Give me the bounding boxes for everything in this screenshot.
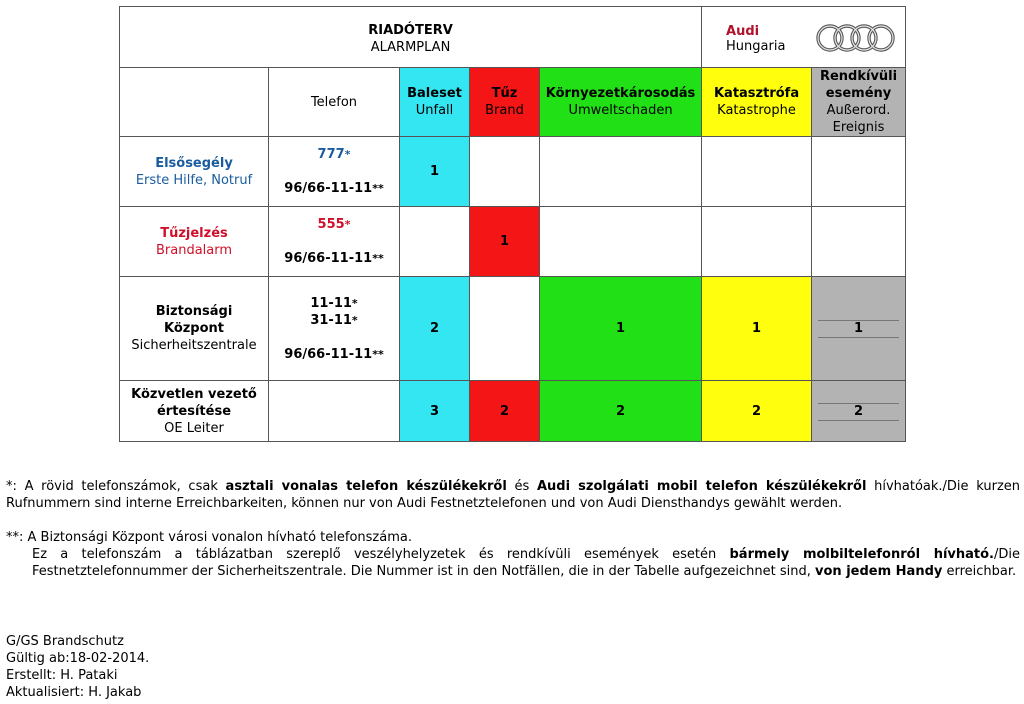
footnote-2-text-b: /Die Festnetztelefonnummer der Sicherheitszentrale. Die Nummer ist in den Notfällen, die in der Tabelle aufgezeichnet sind, bbox=[32, 547, 1020, 579]
manager-disaster bbox=[702, 381, 812, 442]
security-hu-1: Biztonsági bbox=[155, 304, 233, 319]
firealarm-fire-value: 1 bbox=[499, 234, 510, 249]
col-extra-de-1: Außerord. bbox=[826, 103, 891, 118]
col-extra-hu-1: Rendkívüli bbox=[819, 69, 898, 84]
manager-extraordinary bbox=[812, 381, 906, 442]
security-phone-a-mark: * bbox=[351, 296, 358, 310]
security-environment bbox=[540, 277, 702, 381]
firstaid-phone-long: 96/66-11-11 bbox=[284, 181, 373, 196]
manager-accident bbox=[400, 381, 470, 442]
manager-fire bbox=[470, 381, 540, 442]
audi-logo bbox=[702, 7, 906, 68]
security-accident-value: 2 bbox=[429, 321, 440, 336]
col-environment bbox=[540, 68, 702, 137]
security-extraordinary bbox=[812, 277, 906, 381]
col-fire-hu: Tűz bbox=[491, 86, 518, 101]
firstaid-disaster bbox=[702, 137, 812, 207]
security-phone-b: 31-11 bbox=[310, 312, 352, 328]
firstaid-accident bbox=[400, 137, 470, 207]
alarm-plan-table bbox=[119, 6, 906, 442]
footnote-1-bold-b: Audi szolgálati mobil telefon készülékekről bbox=[536, 479, 867, 494]
manager-disaster-value: 2 bbox=[752, 403, 762, 419]
firstaid-phone-short-mark: * bbox=[344, 148, 351, 161]
meta-created-by: Erstellt: H. Pataki bbox=[6, 668, 118, 683]
firstaid-phone-short: 777 bbox=[317, 147, 345, 162]
footnote-1 bbox=[6, 478, 1020, 512]
col-env-hu: Környezetkárosodás bbox=[545, 86, 696, 101]
security-phone-long-mark: ** bbox=[372, 347, 384, 361]
firealarm-disaster bbox=[702, 207, 812, 277]
footnote-1-mark: *: bbox=[6, 479, 17, 494]
firstaid-extraordinary bbox=[812, 137, 906, 207]
firealarm-fire bbox=[470, 207, 540, 277]
col-extraordinary bbox=[812, 68, 906, 137]
row-security-phone bbox=[269, 277, 400, 381]
audi-rings-icon bbox=[815, 22, 899, 54]
title-de: ALARMPLAN bbox=[370, 40, 451, 55]
col-disaster bbox=[702, 68, 812, 137]
firstaid-hu: Elsősegély bbox=[155, 155, 233, 171]
col-env-de: Umweltschaden bbox=[568, 103, 673, 118]
firealarm-phone-long: 96/66-11-11 bbox=[284, 251, 373, 266]
footnote-2-body bbox=[6, 546, 1020, 580]
plan-title bbox=[120, 7, 702, 68]
security-fire bbox=[470, 277, 540, 381]
firstaid-fire bbox=[470, 137, 540, 207]
firealarm-phone-long-mark: ** bbox=[372, 252, 384, 265]
col-fire bbox=[470, 68, 540, 137]
col-extra-hu-2: esemény bbox=[825, 86, 892, 101]
row-firealarm-label bbox=[120, 207, 269, 277]
firealarm-extraordinary bbox=[812, 207, 906, 277]
corner-cell bbox=[120, 68, 269, 137]
footnote-2-text-c: erreichbar. bbox=[942, 564, 1017, 579]
footnotes bbox=[6, 478, 1020, 580]
row-firealarm-phone bbox=[269, 207, 400, 277]
logo-brand: Audi bbox=[726, 24, 760, 39]
row-firstaid-phone bbox=[269, 137, 400, 207]
manager-environment bbox=[540, 381, 702, 442]
col-phone bbox=[269, 68, 400, 137]
col-phone-label: Telefon bbox=[310, 94, 358, 110]
col-fire-de: Brand bbox=[485, 103, 524, 118]
security-disaster bbox=[702, 277, 812, 381]
security-de: Sicherheitszentrale bbox=[131, 338, 257, 353]
col-accident bbox=[400, 68, 470, 137]
logo-sub: Hungaria bbox=[726, 39, 786, 54]
security-disaster-value: 1 bbox=[752, 321, 762, 336]
footnote-2-text: Ez a telefonszám a táblázatban szereplő veszélyhelyzetek és rendkívüli események esetén bbox=[32, 547, 730, 562]
security-extra-value: 1 bbox=[854, 321, 864, 336]
row-manager-phone bbox=[269, 381, 400, 442]
footnote-2-line1: A Biztonsági Központ városi vonalon hívható telefonszáma. bbox=[23, 530, 412, 545]
firealarm-hu: Tűzjelzés bbox=[160, 225, 228, 241]
firealarm-environment bbox=[540, 207, 702, 277]
title-hu: RIADÓTERV bbox=[368, 23, 453, 38]
footnote-1-text-c: hívhatóak./Die kurzen Rufnummern sind interne Erreichbarkeiten, können nur von Audi Festnetztelefonen und von Audi Diensthandys gewählt werden. bbox=[6, 479, 1021, 511]
firstaid-environment bbox=[540, 137, 702, 207]
security-env-value: 1 bbox=[615, 321, 626, 336]
manager-hu-2: értesítése bbox=[156, 403, 232, 419]
footnote-1-text: A rövid telefonszámok, csak bbox=[16, 479, 226, 494]
col-disaster-hu: Katasztrófa bbox=[713, 86, 800, 101]
footnote-2-bold-a: bármely molbiltelefonról hívható. bbox=[729, 547, 994, 562]
security-hu-2: Központ bbox=[163, 321, 225, 336]
firealarm-accident bbox=[400, 207, 470, 277]
row-security-label bbox=[120, 277, 269, 381]
security-accident bbox=[400, 277, 470, 381]
manager-fire-value: 2 bbox=[499, 403, 510, 419]
col-accident-de: Unfall bbox=[415, 103, 454, 118]
col-extra-de-2: Ereignis bbox=[832, 120, 885, 135]
manager-accident-value: 3 bbox=[429, 403, 440, 419]
firealarm-phone-short: 555 bbox=[317, 217, 345, 232]
footnote-2-bold-b: von jedem Handy bbox=[815, 564, 943, 579]
meta-department: G/GS Brandschutz bbox=[6, 634, 124, 649]
manager-de: OE Leiter bbox=[164, 420, 224, 436]
manager-env-value: 2 bbox=[615, 403, 626, 419]
row-firstaid-label bbox=[120, 137, 269, 207]
col-disaster-de: Katastrophe bbox=[717, 103, 796, 118]
meta-valid-from: Gültig ab:18-02-2014. bbox=[6, 651, 150, 666]
firealarm-phone-short-mark: * bbox=[344, 218, 351, 231]
document-meta bbox=[6, 633, 149, 701]
footnote-2-mark: **: bbox=[6, 530, 24, 545]
manager-hu-1: Közvetlen vezető bbox=[131, 386, 257, 402]
footnote-1-bold-a: asztali vonalas telefon készülékekről bbox=[225, 479, 507, 494]
firealarm-de: Brandalarm bbox=[155, 242, 233, 258]
firstaid-de: Erste Hilfe, Notruf bbox=[135, 172, 253, 188]
footnote-2-head bbox=[6, 529, 1020, 546]
meta-updated-by: Aktualisiert: H. Jakab bbox=[6, 685, 142, 700]
security-phone-long: 96/66-11-11 bbox=[284, 346, 373, 362]
firstaid-phone-long-mark: ** bbox=[372, 182, 384, 195]
col-accident-hu: Baleset bbox=[407, 86, 462, 101]
row-manager-label bbox=[120, 381, 269, 442]
security-phone-a: 11-11 bbox=[310, 295, 352, 311]
security-phone-b-mark: * bbox=[351, 313, 358, 327]
firstaid-accident-value: 1 bbox=[429, 164, 440, 179]
footnote-1-text-b: és bbox=[506, 479, 537, 494]
manager-extra-value: 2 bbox=[854, 403, 864, 419]
